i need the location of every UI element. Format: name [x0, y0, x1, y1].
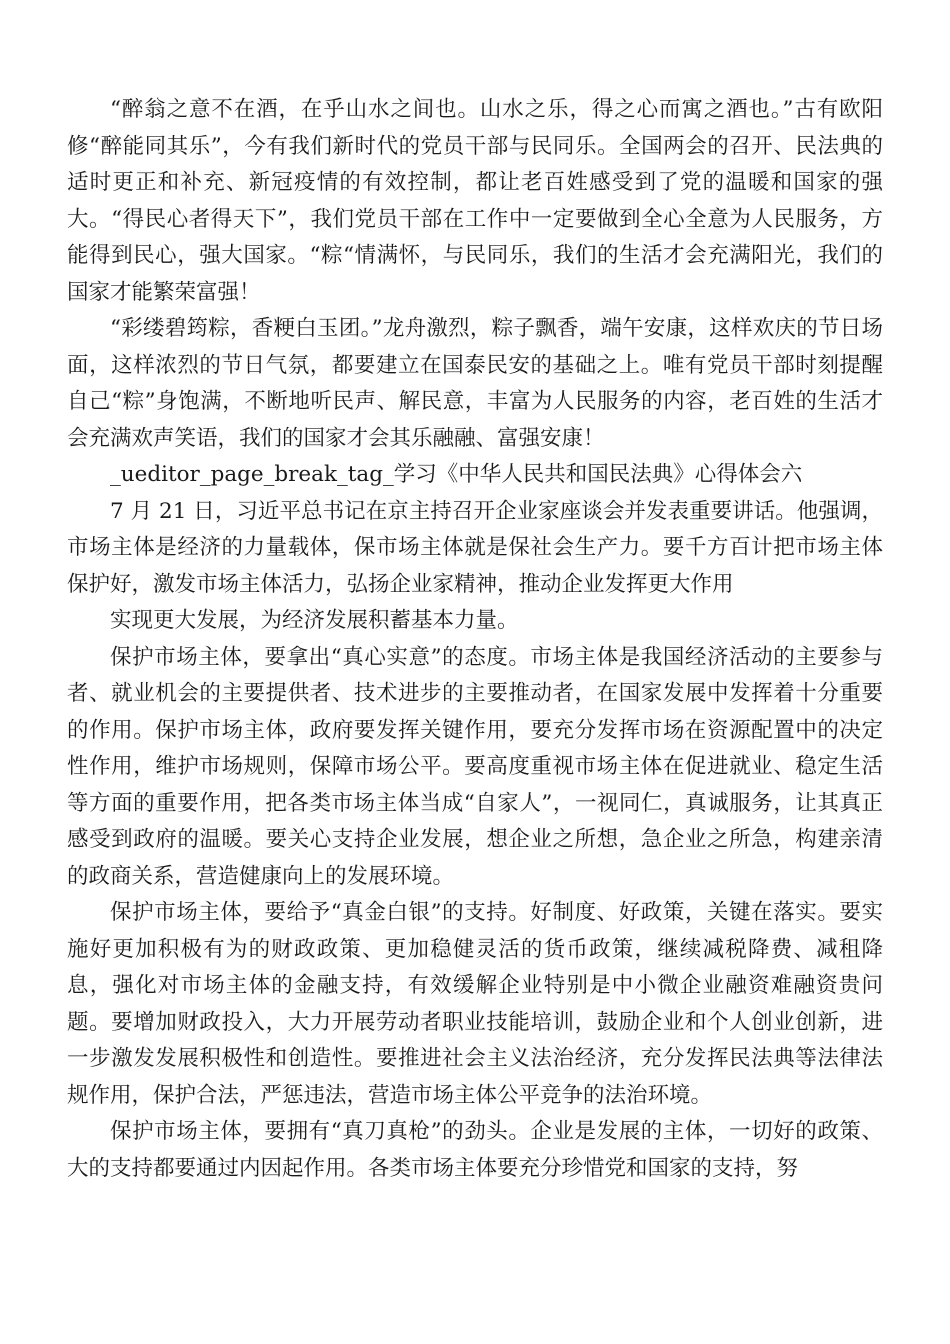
paragraph-zongzi: “彩缕碧筠粽，香粳白玉团。”龙舟激烈，粽子飘香，端午安康，这样欢庆的节日场面，这样浓烈的节日气氛，都要建立在国泰民安的基础之上。唯有党员干部时刻提醒自己“粽”身饱满，不断地听民声、解民意，丰富为人民服务的内容，老百姓的生活才会充满欢声笑语，我们的国家才会其乐融融、富强安康！ — [67, 316, 883, 451]
paragraph-july-21: 7 月 21 日，习近平总书记在京主持召开企业家座谈会并发表重要讲话。他强调，市场主体是经济的力量载体，保市场主体就是保社会生产力。要千方百计把市场主体保护好，激发市场主体活力，弘扬企业家精神，推动企业发挥更大作用 — [67, 498, 883, 597]
document-page — [67, 92, 883, 1187]
paragraph-zuiweng: “醉翁之意不在酒，在乎山水之间也。山水之乐，得之心而寓之酒也。”古有欧阳修“醉能同其乐”，今有我们新时代的党员干部与民同乐。全国两会的召开、民法典的适时更正和补充、新冠疫情的有效控制，都让老百姓感受到了党的温暖和国家的强大。“得民心者得天下”，我们党员干部在工作中一定要做到全心全意为人民服务，方能得到民心，强大国家。“粽“情满怀，与民同乐，我们的生活才会充满阳光，我们的国家才能繁荣富强！ — [67, 97, 883, 305]
paragraph-support: 保护市场主体，要给予“真金白银”的支持。好制度、好政策，关键在落实。要实施好更加积极有为的财政政策、更加稳健灵活的货币政策，继续减税降费、减租降息，强化对市场主体的金融支持，有效缓解企业特别是中小微企业融资难融资贵问题。要增加财政投入，大力开展劳动者职业技能培训，鼓励企业和个人创业创新，进一步激发发展积极性和创造性。要推进社会主义法治经济，充分发挥民法典等法律法规作用，保护合法，严惩违法，营造市场主体公平竞争的法治环境。 — [67, 900, 883, 1108]
paragraph-development: 实现更大发展，为经济发展积蓄基本力量。 — [110, 608, 519, 633]
paragraph-sincerity: 保护市场主体，要拿出“真心实意”的态度。市场主体是我国经济活动的主要参与者、就业机会的主要提供者、技术进步的主要推动者，在国家发展中发挥着十分重要的作用。保护市场主体，政府要发挥关键作用，要充分发挥市场在资源配置中的决定性作用，维护市场规则，保障市场公平。要高度重视市场主体在促进就业、稳定生活等方面的重要作用，把各类市场主体当成“自家人”，一视同仁，真诚服务，让其真正感受到政府的温暖。要关心支持企业发展，想企业之所想，急企业之所急，构建亲清的政商关系，营造健康向上的发展环境。 — [67, 644, 883, 889]
section-heading: _ueditor_page_break_tag_学习《中华人民共和国民法典》心得体会六 — [110, 462, 803, 487]
paragraph-effort: 保护市场主体，要拥有“真刀真枪”的劲头。企业是发展的主体，一切好的政策、大的支持都要通过内因起作用。各类市场主体要充分珍惜党和国家的支持，努 — [67, 1119, 883, 1181]
